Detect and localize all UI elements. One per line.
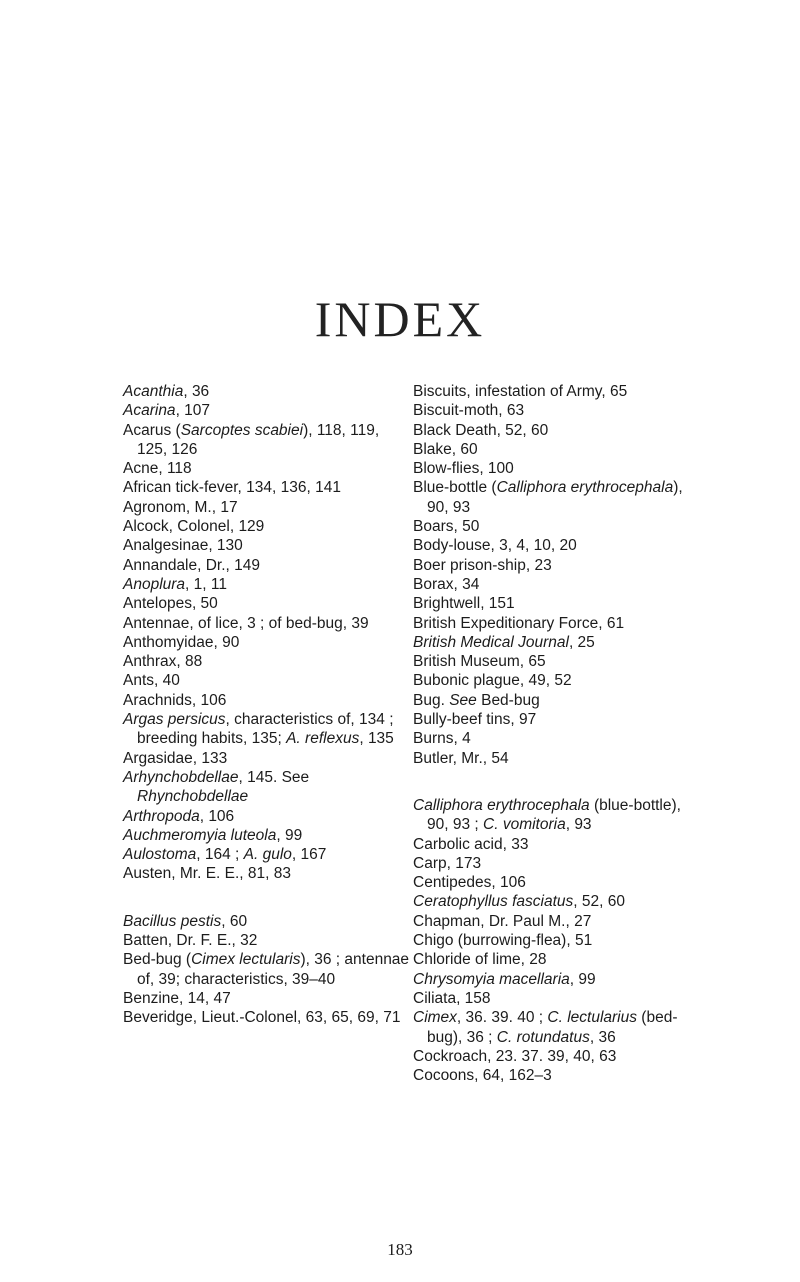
- index-entry: Ciliata, 158: [413, 989, 491, 1007]
- index-entry: Antelopes, 50: [123, 595, 218, 613]
- page-number: 183: [387, 1240, 413, 1259]
- index-entry: Butler, Mr., 54: [413, 749, 509, 767]
- index-entry: Ants, 40: [123, 672, 180, 690]
- index-entry: Anoplura, 1, 11: [123, 575, 227, 593]
- index-entry: Bully-beef tins, 97: [413, 711, 537, 729]
- index-entry: Acarus (Sarcoptes scabiei), 118, 119, 125, 126: [123, 421, 380, 458]
- index-entry: Biscuit-moth, 63: [413, 402, 525, 420]
- index-entry: Carbolic acid, 33: [413, 835, 529, 853]
- index-entry: Aulostoma, 164 ; A. gulo, 167: [123, 846, 327, 864]
- index-entry: Bug. See Bed-bug: [413, 691, 540, 709]
- index-entry: Carp, 173: [413, 854, 482, 872]
- index-entry: Chigo (burrowing-flea), 51: [413, 932, 593, 950]
- index-entry: Arhynchobdellae, 145. See Rhynchobdellae: [123, 768, 310, 806]
- index-entry: Bed-bug (Cimex lectularis), 36 ; antennae of, 39; characteristics, 39–40: [123, 951, 410, 988]
- index-entry: Agronom, M., 17: [123, 498, 238, 516]
- index-entry: Brightwell, 151: [413, 595, 515, 613]
- index-entry: Boars, 50: [413, 518, 480, 536]
- index-entry: Centipedes, 106: [413, 874, 526, 892]
- index-entry: Batten, Dr. F. E., 32: [123, 932, 258, 950]
- index-entry: Chapman, Dr. Paul M., 27: [413, 912, 592, 930]
- index-entry: African tick-fever, 134, 136, 141: [123, 479, 341, 497]
- index-entry: Ceratophyllus fasciatus, 52, 60: [413, 893, 625, 911]
- index-entry: Burns, 4: [413, 730, 471, 748]
- index-entry: Auchmeromyia luteola, 99: [123, 826, 303, 844]
- index-entry: Argas persicus, characteristics of, 134 ; breeding habits, 135; A. reflexus, 135: [123, 711, 394, 748]
- index-entry: Acanthia, 36: [123, 383, 210, 400]
- index-entry: Arthropoda, 106: [123, 807, 235, 825]
- index-entry: Chrysomyia macellaria, 99: [413, 970, 596, 988]
- index-entry: Body-louse, 3, 4, 10, 20: [413, 537, 577, 555]
- index-entry: Calliphora erythrocephala (blue-bottle), 90, 93 ; C. vomitoria, 93: [413, 796, 681, 834]
- index-entry: Acarina, 107: [123, 402, 211, 420]
- index-entry: Beveridge, Lieut.-Colonel, 63, 65, 69, 71: [123, 1009, 401, 1027]
- index-entry: Cimex, 36. 39. 40 ; C. lectularius (bed-bug), 36 ; C. rotundatus, 36: [413, 1009, 678, 1046]
- index-entry: Anthrax, 88: [123, 653, 203, 671]
- index-entry: British Medical Journal, 25: [413, 633, 595, 651]
- index-entry: Blow-flies, 100: [413, 460, 514, 478]
- index-entry: Blake, 60: [413, 440, 478, 458]
- index-entry: British Museum, 65: [413, 653, 546, 671]
- index-entry: Argasidae, 133: [123, 749, 228, 767]
- index-entry: Benzine, 14, 47: [123, 989, 231, 1007]
- index-entry: Biscuits, infestation of Army, 65: [413, 383, 628, 400]
- index-entry: Blue-bottle (Calliphora erythrocephala), 90, 93: [413, 479, 683, 516]
- index-entry: Cockroach, 23. 37. 39, 40, 63: [413, 1047, 617, 1065]
- index-column-right: [413, 382, 703, 1085]
- index-entry: Anthomyidae, 90: [123, 633, 240, 651]
- index-entry: Arachnids, 106: [123, 691, 227, 709]
- index-entry: Alcock, Colonel, 129: [123, 518, 265, 536]
- index-entry: British Expeditionary Force, 61: [413, 614, 625, 632]
- index-entry: Chloride of lime, 28: [413, 951, 547, 969]
- index-entry: Bacillus pestis, 60: [123, 912, 248, 930]
- index-entry: Antennae, of lice, 3 ; of bed-bug, 39: [123, 614, 369, 632]
- index-entry: Borax, 34: [413, 575, 480, 593]
- index-entry: Bubonic plague, 49, 52: [413, 672, 572, 690]
- index-entry: Cocoons, 64, 162–3: [413, 1067, 552, 1085]
- index-entry: Austen, Mr. E. E., 81, 83: [123, 865, 292, 883]
- index-entry: Annandale, Dr., 149: [123, 556, 261, 574]
- index-entry: Analgesinae, 130: [123, 537, 243, 555]
- index-entry: Acne, 118: [123, 460, 192, 478]
- index-column-left: [123, 382, 413, 1028]
- index-entry: Black Death, 52, 60: [413, 421, 549, 439]
- index-entry: Boer prison-ship, 23: [413, 556, 552, 574]
- page-title: INDEX: [314, 291, 486, 347]
